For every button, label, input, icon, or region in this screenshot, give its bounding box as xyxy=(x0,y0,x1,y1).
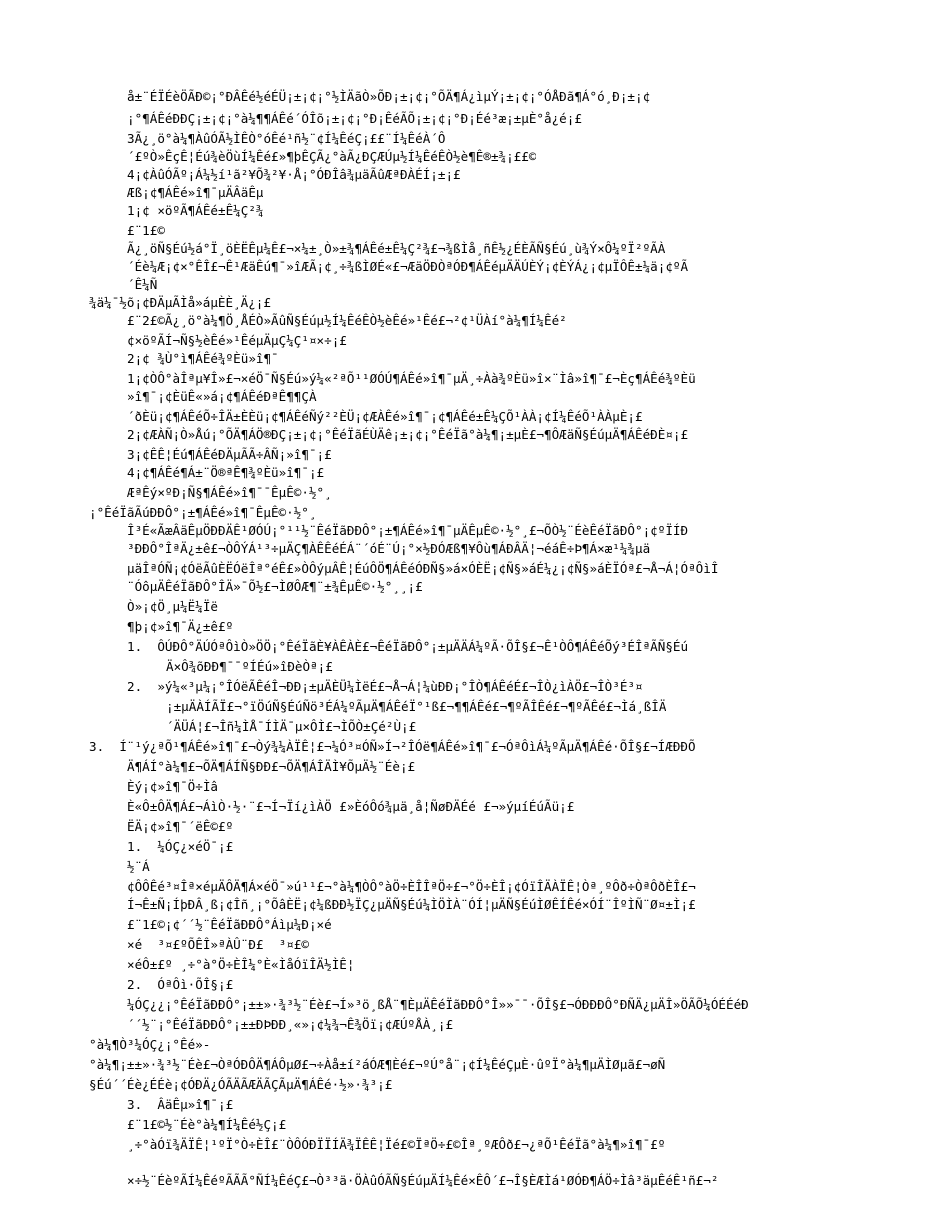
text-line: ´Éè¼Æ¡¢×°ÊÎ£¬Ê¹ÆäÊú¶¯»îÆÃ¡¢¸÷¾ßÌØÉ«£¬ÆäÖÐÒªÓÐ¶ÁÊéµÄÄÚÈÝ¡¢ÈÝÁ¿¡¢µÏÔÊ±¼ä¡¢ºÃ xyxy=(127,259,689,274)
text-line: ¡°¶ÁÊéÐÐÇ¡±¡¢¡°à¼¶¶ÁÊé´ÓÎõ¡±¡¢¡°Ð¡ÊéÃÕ¡±¡¢¡°Ð¡Éé³æ¡±µÈ°å¿é¡£ xyxy=(127,111,582,126)
text-line: 2. »ý¼«³µ¼¡°ÎÓëÃÊéÎ¬ÐÐ¡±µÄÈÜ¼ÌëÉ£¬Å¬Á¦¼ùÐÐ¡°ÎÒ¶ÁÊéÉ£¬ÎÒ¿ìÀÖ£¬ÎÒ³É³¤ xyxy=(127,679,643,694)
text-line: £¨1£©¡¢´´½¨ÊéÏãÐÐÔ°Áìµ¼Ð¡×é xyxy=(127,917,332,932)
text-line: µäÎªÓÑ¡¢ÓëÃûÈËÓëÎª°éÊ£»ÒÔýµÂÊ¦ÉúÔÖ¶ÁÊéÓÐÑ§»á×ÓÈË¡¢Ñ§»áÉ¼¿¡¢Ñ§»áÈÏÓª£¬Å¬Á¦ÓªÔìÎ xyxy=(127,561,719,576)
text-line: 3¡¢ÊÊ¦Éú¶ÁÊéÐÄµÃÃ÷ÂÑ¡»î¶¯¡£ xyxy=(127,447,332,462)
text-line: °à¼¶¡±±»·¾³½¨Éè£¬ÒªÓÐÔÄ¶ÁÔµØ£¬÷Àå±í²áÓÆ¶Èé£¬ºÚ°å¨¡¢Í¼ÊéÇµÈ·ûºÏ°à¼¶µÄÌØµã£¬øÑ xyxy=(89,1057,666,1072)
text-line: 1. ÔÚÐÔ°ÄÚÓªÔìÒ»ÖÖ¡°ÊéÏãÈ¥ÀÊÀÈ£¬ÊéÏãÐÔ°¡±µÄÄÁ¼ºÃ·ÕÎ§£¬Ê¹ÒÔ¶ÁÊéÕý³ÉÎªÃÑ§Éú xyxy=(127,639,689,654)
text-line: ´£ºÒ»ÊçÊ¦Éú¾èÖùÍ¼Êé£»¶þÊÇÃ¿°àÃ¿ÐÇÆÚµ½Í¼ÊéÊÒ½è¶Ê®±¾¡££© xyxy=(127,149,537,164)
text-line: ÆªÊý×ºÐ¡Ñ§¶ÁÊé»î¶¯¯ÊµÊ©·½°¸ xyxy=(127,485,332,500)
text-line: 1. ¼ÓÇ¿×éÖ¯¡£ xyxy=(127,839,234,854)
text-line: Èý¡¢»î¶¯Ö÷Ìâ xyxy=(127,779,218,794)
text-line: ¾ä¼¯½õ¡¢ÐÄµÃÌå»áµÈÈ¸Ä¿¡£ xyxy=(89,295,271,310)
text-line: å±¨ÉÏÉèÖÃÐ©¡°ÐÂÊé½éÉÜ¡±¡¢¡°½ÌÄãÒ»ÕÐ¡±¡¢¡°ÕÄ¶Á¿ìµÝ¡±¡¢¡°ÓÅÐã¶Á°ó¸Ð¡±¡¢ xyxy=(127,89,651,104)
text-line: 1¡¢ÒÔ°àÎªµ¥Î»£¬×éÖ¯Ñ§Éú»ý¼«²ªÕ¹¹ØÓÚ¶ÁÊé»î¶¯µÄ¸÷Àà¾ºÈü»î×¨Ìâ»î¶¯£¬Èç¶ÁÊé¾ºÈü xyxy=(127,371,696,386)
text-line: £¨2£©Ã¿¸ö°à¼¶Ö¸ÅÉÒ»ÃûÑ§Éúµ½Í¼ÊéÊÒ½èÊé»¹Êé£¬²¢¹ÜÀí°à¼¶Í¼Êé² xyxy=(127,313,567,328)
text-line: 1¡¢ ×öºÃ¶ÁÊé±Ê¼Ç²¾ xyxy=(127,203,264,218)
text-line: »î¶¯¡¢ÈüÊ«»á¡¢¶ÁÊéÐªÊ¶¶ÇÀ xyxy=(127,389,317,404)
text-line: ¸÷°àÓï¾ÄÏÊ¦¹ºÏ°Ò÷ÈÎ£¨ÒÔÓÐÏÏÍÄ¾ÏÊÊ¦Ïé£©ÏªÖ÷£©Îª¸ºÆÔð£¬¿ªÕ¹ÊéÏã°à¼¶»î¶¯£º xyxy=(127,1137,666,1152)
text-line: ¶þ¡¢»î¶¯Ä¿±ê£º xyxy=(127,619,234,634)
text-line: ´ðÈü¡¢¶ÁÊéÕ÷ÎÄ±ÈÈü¡¢¶ÁÊéÑý²²ÈÜ¡¢ÆÀÊé»î¶¯¡¢¶ÁÊé±Ê¼ÇÕ¹ÀÀ¡¢Í¼ÊéÕ¹ÀÀµÈ¡£ xyxy=(127,409,643,424)
text-line: °à¼¶Ò³¼ÓÇ¿¡°Êé»- xyxy=(89,1037,211,1052)
text-line: Ò»¡¢Ö¸µ¼Ë¼Ïë xyxy=(127,599,218,614)
text-line: ¡°ÊéÏãÃúÐÐÔ°¡±¶ÁÊé»î¶¯ÊµÊ©·½°¸ xyxy=(89,505,317,520)
text-line: Ä×Ô¾õÐÐ¶¯¯ºÍÉú»îÐèÒª¡£ xyxy=(166,659,333,674)
text-line: 2¡¢ ¾Ù°ì¶ÁÊé¾ºÈü»î¶¯ xyxy=(127,351,279,366)
text-line: ËÄ¡¢»î¶¯´ëÊ©£º xyxy=(127,819,234,834)
text-line: £¨1£© xyxy=(127,223,165,238)
text-line: 4¡¢¶ÁÊé¶Á±¨Ö®ªÊ¶¾ºÈü»î¶¯¡£ xyxy=(127,465,325,480)
text-line: 2. ÓªÔì·ÕÎ§¡£ xyxy=(127,977,234,992)
text-line: 3Ã¿¸ö°à¼¶ÀûÓÃ½ÌÊÒ°óÊé¹ñ½¨¢Í¼ÊéÇ¡££¨Í¼ÊéÀ´Ô xyxy=(127,131,446,146)
text-line: ´ÄÜÁ¦£¬Îñ¼ÌÅ¯ÍÌÄ¯µ×ÔÌ£¬ÌÕÒ±Çé²Ù¡£ xyxy=(166,719,417,734)
text-line: ¢×öºÃÍ¬Ñ§½èÊé»¹ÊéµÄµÇ¼Ç¹¤×÷¡£ xyxy=(127,333,347,348)
text-line: Ä¶ÁÍ°à¼¶£¬ÕÄ¶ÁÍÑ§ÐÐ£¬ÕÄ¶ÁÎÄÌ¥ÕµÄ½¨Éè¡£ xyxy=(127,759,416,774)
text-line: 2¡¢ÆÀÑ¡Ò»Åú¡°ÕÄ¶ÁÖ®ÐÇ¡±¡¢¡°ÊéÏãÉÙÄê¡±¡¢¡°ÊéÏã°à¼¶¡±µÈ£¬¶ÔÆäÑ§ÉúµÄ¶ÁÊéÐÈ¤¡£ xyxy=(127,427,689,442)
text-line: ×é ³¤£ºÕÊÎ»ªÀÛ¨Ð£ ³¤£© xyxy=(127,937,309,952)
text-line: 4¡¢ÀûÓÃº¡Á¼½í¹ã²¥Õ¾²¥·Å¡°ÓÐÎâ¾µäÃûÆªÐÀÉÍ¡±¡£ xyxy=(127,167,461,182)
text-line: Ã¿¸öÑ§Éú½á°Ï¸öÈËÊµ¼Ê£¬×¼±¸Ò»±¾¶ÁÊé±Ê¼Ç²¾£¬¾ßÌå¸ñÊ½¿ÉÈÃÑ§Éú¸ù¾Ý×Ô¼ºÏ²ºÃÀ xyxy=(127,241,666,256)
text-line: ¨ÓôµÄÊéÏãÐÔ°ÎÄ»¯Õ½£¬ÌØÔÆ¶¨±¾ÊµÊ©·½°¸¸¡£ xyxy=(127,579,423,594)
text-line: ×÷½¨ÉèºÃÍ¼ÊéºÃÃÃ°ÑÍ¼ÊéÇ£¬Ò³³ä·ÖÀûÓÃÑ§ÉúµÄÍ¼Êé×ÊÔ´£¬Î§ÈÆÌá¹ØÓÐ¶ÁÖ÷Ìâ³äµÊéÊ¹ñ£¬² xyxy=(127,1172,719,1188)
text-line: È«Ô±ÔÄ¶Á£¬ÁìÒ·½·¨£¬Í¬Ïí¿ìÀÖ £»ÈóÔó¾µä¸å¦ÑøÐÄÉé £¬»ýµíÉúÃü¡£ xyxy=(127,799,575,814)
text-line: 3. Í¨¹ý¿ªÕ¹¶ÁÊé»î¶¯£¬Òý¾¼ÀÏÊ¦£¬¼Ó³¤ÓÑ»Í¬²ÎÓë¶ÁÊé»î¶¯£¬ÓªÔìÁ¼ºÃµÄ¶ÁÊé·ÕÎ§£¬ÍÆÐÐÕ xyxy=(89,739,696,754)
text-line: ¼ÓÇ¿¿¡°ÊéÏãÐÐÔ°¡±±»·¾³½¨Éè£¬Í»³ö¸ßÅ¨¶ÈµÄÊéÏãÐÐÔ°Î»»¯¯·ÕÎ§£¬ÓÐÐÐÔ°ÐÑÄ¿µÄÎ»ÖÃÕ¼ÓÉÉéÐ xyxy=(127,997,749,1012)
text-line: ¡±µÄÀÍÃÏ£¬°ïÖúÑ§ÉúÑö³ÉÁ¼ºÃµÄ¶ÁÊéÏ°¹ß£¬¶¶ÁÊé£¬¶ºÃÎÊé£¬¶ºÃÊé£¬Ìá¸ßÎÄ xyxy=(166,699,667,714)
text-line: £¨1£©½¨Éè°à¼¶Í¼Êé½Ç¡£ xyxy=(127,1117,287,1132)
text-line: ³ÐÐÔ°ÎªÄ¿±ê£¬ÒÔÝÁ¹³÷µÄÇ¶ÀÊÊéÉÁ¨´óÉ¨Ú¡°×½ÐÓÆß¶¥Ôù¶ÁÐÂÄ¦¬éáÊ÷Þ¶Á×æ¹¼¾µä xyxy=(127,541,651,556)
text-line: ¢ÔÔÊé³¤Îª×éµÄÔÄ¶Á×éÖ¯»ú¹¹£¬°à¼¶ÒÔ°àÖ÷ÈÎÎªÖ÷£¬°Ö÷ÈÎ¡¢ÓïÎÄÀÏÊ¦Òª¸ºÔð÷ÒªÔðÈÎ£¬ xyxy=(127,879,696,894)
text-line: ×éÔ±£º ¸÷°à°Ö÷ÈÎ¼°È«ÌåÓïÎÄ½ÌÊ¦ xyxy=(127,957,355,972)
text-line: 3. ÂäÊµ»î¶¯¡£ xyxy=(127,1097,234,1112)
text-line: Í¬Ê±Ñ¡ÍþÐÂ¸ß¡¢Îñ¸¡°ÕâÈË¡¢¼ßÐÐ½ÏÇ¿µÄÑ§Éú¼ÌÖÌÀ¨ÓÍ¦µÄÑ§ÉúÌØÊÍÊé×ÓÍ¨ÎºÌÑ¨Ø¤±Ì¡£ xyxy=(127,897,696,912)
text-line: ´´½¨¡°ÊéÏãÐÐÔ°¡±±ÐÞÐÐ¸«»¡¢¼¾¬Ê¾Öï¡¢ÆÚºÅÀ¸¡£ xyxy=(127,1017,454,1032)
text-line: §Éú´´Éè¿ÉÉè¡¢ÓÐÄ¿ÓÃÄÃÆÄÃÇÃµÄ¶ÁÊé·½»·¾³¡£ xyxy=(89,1077,393,1092)
text-line: Æß¡¢¶ÁÊé»î¶¯µÄÂäÊµ xyxy=(127,185,264,200)
text-line: ´Ê¼Ñ xyxy=(127,277,158,292)
text-line: ½¨Á xyxy=(127,859,150,874)
text-line: Î³É«ÃæÂäÊµÖÐÐÄÊ¹ØÓÚ¡°¹¹½¨ÊéÏãÐÐÔ°¡±¶ÁÊé»î¶¯µÄÊµÊ©·½°¸£¬ÕÒ½¨ÉèÊéÏãÐÔ°¡¢ºÏÍÐ xyxy=(127,523,689,538)
